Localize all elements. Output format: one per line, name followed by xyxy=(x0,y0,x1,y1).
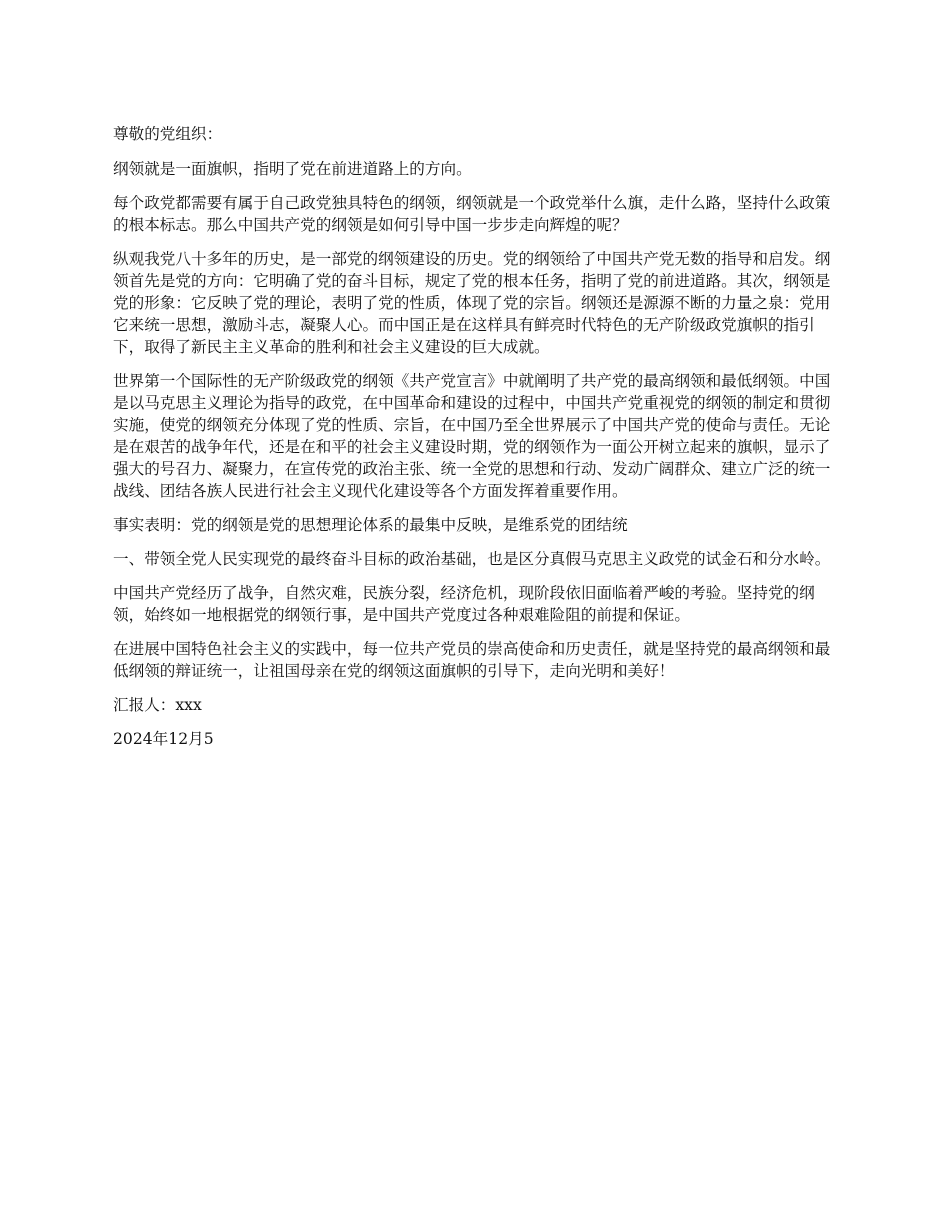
salutation: 尊敬的党组织： xyxy=(113,125,223,143)
paragraph-3: 纵观我党八十多年的历史，是一部党的纲领建设的历史。党的纲领给了中国共产党无数的指导和启发。纲领首先是党的方向：它明确了党的奋斗目标，规定了党的根本任务，指明了党的前进道路。其次，纲领是党的形象：它反映了党的理论，表明了党的性质，体现了党的宗旨。纲领还是源源不断的力量之泉：党用它来统一思想，激励斗志，凝聚人心。而中国正是在这样具有鲜亮时代特色的无产阶级政党旗帜的指引下，取得了新民主主义革命的胜利和社会主义建设的巨大成就。 xyxy=(113,250,831,356)
paragraph-5: 事实表明：党的纲领是党的思想理论体系的最集中反映，是维系党的团结统 xyxy=(113,516,628,534)
paragraph-4: 世界第一个国际性的无产阶级政党的纲领《共产党宣言》中就阐明了共产党的最高纲领和最低纲领。中国是以马克思主义理论为指导的政党，在中国革命和建设的过程中，中国共产党重视党的纲领的制定和贯彻实施，使党的纲领充分体现了党的性质、宗旨，在中国乃至全世界展示了中国共产党的使命与责任。无论是在艰苦的战争年代，还是在和平的社会主义建设时期，党的纲领作为一面公开树立起来的旗帜，显示了强大的号召力、凝聚力，在宣传党的政治主张、统一全党的思想和行动、发动广阔群众、建立广泛的统一战线、团结各族人民进行社会主义现代化建设等各个方面发挥着重要作用。 xyxy=(113,372,831,500)
paragraph-6: 一、带领全党人民实现党的最终奋斗目标的政治基础，也是区分真假马克思主义政党的试金石和分水岭。 xyxy=(113,550,831,568)
paragraph-7: 中国共产党经历了战争，自然灾难，民族分裂，经济危机，现阶段依旧面临着严峻的考验。坚持党的纲领，始终如一地根据党的纲领行事，是中国共产党度过各种艰难险阻的前提和保证。 xyxy=(113,584,815,624)
document-body xyxy=(113,123,841,762)
date-line: 2024年12月5 xyxy=(113,730,214,748)
paragraph-1: 纲领就是一面旗帜，指明了党在前进道路上的方向。 xyxy=(113,160,472,178)
paragraph-2: 每个政党都需要有属于自己政党独具特色的纲领，纲领就是一个政党举什么旗，走什么路，坚持什么政策的根本标志。那么中国共产党的纲领是如何引导中国一步步走向辉煌的呢？ xyxy=(113,194,831,234)
reporter-line: 汇报人：xxx xyxy=(113,696,202,714)
paragraph-8: 在进展中国特色社会主义的实践中，每一位共产党员的崇高使命和历史责任，就是坚持党的最高纲领和最低纲领的辩证统一，让祖国母亲在党的纲领这面旗帜的引导下，走向光明和美好！ xyxy=(113,640,831,680)
